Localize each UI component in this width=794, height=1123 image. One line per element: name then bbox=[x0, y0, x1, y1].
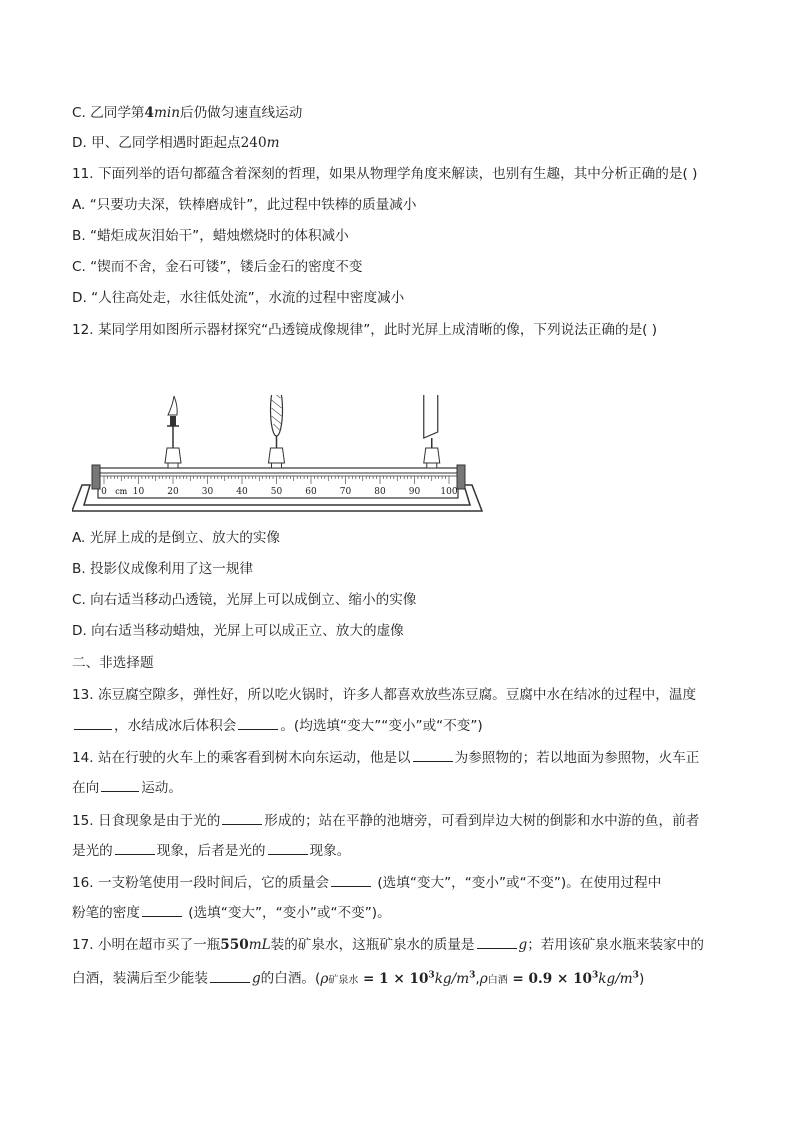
q12-stem: 12. 某同学用如图所示器材探究“凸透镜成像规律”，此时光屏上成清晰的像，下列说法正确的是( ) bbox=[72, 322, 658, 338]
close-paren: ) bbox=[638, 970, 645, 987]
tick-label: 30 bbox=[201, 487, 214, 497]
screen-slider bbox=[427, 463, 437, 468]
lens-holder bbox=[269, 448, 285, 463]
exponent-2: 3 bbox=[591, 970, 599, 980]
density-unit: kg/m bbox=[434, 970, 470, 987]
q13-line-1: 13. 冻豆腐空隙多，弹性好，所以吃火锅时，许多人都喜欢放些冻豆腐。豆腐中水在结冰的过程中，温度 bbox=[72, 687, 697, 703]
q12-option-c[interactable]: C. 向右适当移动凸透镜，光屏上可以成倒立、缩小的实像 bbox=[72, 592, 417, 608]
q17-text-3: ；若用该矿泉水瓶来装家中的 bbox=[527, 937, 704, 953]
q14-text-2: 为参照物的；若以地面为参照物，火车正 bbox=[454, 750, 700, 766]
q12-option-d[interactable]: D. 向右适当移动蜡烛，光屏上可以成正立、放大的虚像 bbox=[72, 623, 404, 639]
flame-icon bbox=[168, 396, 177, 415]
convex-lens[interactable] bbox=[269, 395, 285, 468]
q10-option-c-text: C. 乙同学第 bbox=[72, 105, 145, 121]
q15-text-3: 是光的 bbox=[72, 843, 113, 859]
q10-option-d-value: 240 bbox=[240, 135, 267, 151]
end-stop-right bbox=[457, 465, 465, 489]
q15-text-2: 形成的；站在平静的池塘旁，可看到岸边大树的倒影和水中游的鱼，前者 bbox=[264, 813, 700, 829]
end-stop-left bbox=[92, 465, 100, 489]
tick-label: 80 bbox=[374, 487, 386, 497]
tick-label: 0 bbox=[101, 487, 107, 497]
q11-option-d[interactable]: D. “人往高处走，水往低处流”，水流的过程中密度减小 bbox=[72, 290, 405, 306]
q10-option-c-value: 4 bbox=[144, 105, 154, 121]
rho-symbol: ρ bbox=[320, 970, 329, 987]
q11-stem: 11. 下面列举的语句都蕴含着深刻的哲理，如果从物理学角度来解读，也别有生趣，其中分析正确的是( ) bbox=[72, 166, 698, 182]
q17-unit-g: g bbox=[518, 937, 528, 953]
q13-text-2: 。(均选填“变大”“变小”或“不变”) bbox=[280, 718, 483, 734]
q15-text: 15. 日食现象是由于光的 bbox=[72, 813, 221, 829]
rho-subscript-2: 白酒 bbox=[487, 974, 508, 986]
screen-holder bbox=[424, 448, 440, 463]
lens-slider bbox=[272, 463, 282, 468]
candle-slider bbox=[168, 463, 178, 468]
q10-option-d-text: D. 甲、乙同学相遇时距起点 bbox=[72, 135, 241, 151]
answer-blank[interactable] bbox=[331, 872, 371, 887]
q12-option-b[interactable]: B. 投影仪成像利用了这一规律 bbox=[72, 561, 254, 577]
tick-label: 20 bbox=[167, 487, 179, 497]
q15-text-4: 现象，后者是光的 bbox=[156, 843, 266, 859]
q17-unit-g-2: g bbox=[251, 970, 261, 987]
tick-label: 90 bbox=[408, 487, 421, 497]
answer-blank[interactable] bbox=[222, 810, 262, 825]
answer-blank[interactable] bbox=[115, 840, 155, 855]
q10-option-c-text-2: 后仍做匀速直线运动 bbox=[179, 105, 303, 121]
q16-line-2 bbox=[72, 902, 391, 923]
q10-option-c[interactable] bbox=[72, 103, 302, 123]
tick-label: 10 bbox=[132, 487, 145, 497]
density-value: = 1 × 10 bbox=[358, 970, 429, 987]
q17-formula bbox=[320, 971, 644, 987]
tick-label: 70 bbox=[339, 487, 352, 497]
q17-text-4: 白酒，装满后至少能装 bbox=[72, 970, 208, 987]
light-screen[interactable] bbox=[424, 395, 440, 468]
q15-text-5: 现象。 bbox=[309, 843, 351, 859]
q10-option-d[interactable] bbox=[72, 133, 279, 153]
candle-body bbox=[170, 416, 176, 426]
density-unit-2: kg/m bbox=[598, 970, 633, 987]
q13-text: ，水结成冰后体积会 bbox=[114, 718, 237, 734]
candle-holder bbox=[165, 448, 181, 463]
q16-line-1 bbox=[72, 872, 661, 893]
q10-option-c-unit: min bbox=[153, 105, 180, 121]
answer-blank[interactable] bbox=[74, 715, 112, 730]
tick-label: 40 bbox=[236, 487, 248, 497]
q17-text-5: 的白酒。( bbox=[260, 970, 321, 987]
screen-icon bbox=[424, 395, 438, 438]
q11-option-c[interactable]: C. “锲而不舍，金石可镂”，镂后金石的密度不变 bbox=[72, 259, 363, 275]
q14-line-1 bbox=[72, 747, 699, 768]
rho-symbol-2: ρ bbox=[479, 970, 488, 987]
answer-blank[interactable] bbox=[268, 840, 308, 855]
q17-volume-unit: mL bbox=[248, 937, 271, 953]
q11-option-a[interactable]: A. “只要功夫深，铁棒磨成针”，此过程中铁棒的质量减小 bbox=[72, 197, 417, 213]
q15-line-1 bbox=[72, 810, 699, 831]
q13-line-2 bbox=[72, 715, 483, 736]
section-heading: 二、非选择题 bbox=[72, 655, 154, 671]
q14-text-4: 运动。 bbox=[141, 780, 182, 796]
candle[interactable] bbox=[165, 396, 181, 468]
unit-label: cm bbox=[115, 487, 128, 496]
answer-blank[interactable] bbox=[413, 747, 453, 762]
q14-text: 14. 站在行驶的火车上的乘客看到树木向东运动，他是以 bbox=[72, 750, 411, 766]
q17-text: 17. 小明在超市买了一瓶 bbox=[72, 937, 221, 953]
answer-blank[interactable] bbox=[477, 934, 517, 949]
tick-label: 50 bbox=[270, 487, 283, 497]
q16-text: 16. 一支粉笔使用一段时间后，它的质量会 bbox=[72, 875, 330, 891]
exponent-unit-2: 3 bbox=[632, 970, 639, 980]
q17-line-1 bbox=[72, 934, 704, 955]
exponent: 3 bbox=[428, 970, 435, 980]
q16-text-3: 粉笔的密度 bbox=[72, 905, 140, 921]
q16-text-2: (选填“变大”，“变小”或“不变”)。在使用过程中 bbox=[373, 875, 662, 891]
tick-label: 100 bbox=[440, 487, 458, 497]
q15-line-2 bbox=[72, 840, 350, 861]
q17-text-2: 装的矿泉水，这瓶矿泉水的质量是 bbox=[270, 937, 475, 953]
exponent-unit: 3 bbox=[469, 970, 476, 980]
answer-blank[interactable] bbox=[101, 777, 139, 792]
tick-label: 60 bbox=[305, 487, 317, 497]
separator: , bbox=[475, 970, 480, 987]
density-value-2: = 0.9 × 10 bbox=[507, 970, 592, 987]
q11-option-b[interactable]: B. “蜡炬成灰泪始干”，蜡烛燃烧时的体积减小 bbox=[72, 228, 349, 244]
answer-blank[interactable] bbox=[142, 902, 182, 917]
q16-text-4: (选填“变大”，“变小”或“不变”)。 bbox=[183, 905, 391, 921]
q10-option-d-unit: m bbox=[266, 135, 280, 151]
optical-bench-figure bbox=[72, 395, 492, 520]
rho-subscript: 矿泉水 bbox=[328, 974, 359, 986]
q12-option-a[interactable]: A. 光屏上成的是倒立、放大的实像 bbox=[72, 530, 281, 546]
q14-text-3: 在向 bbox=[72, 780, 100, 796]
answer-blank[interactable] bbox=[210, 968, 250, 983]
answer-blank[interactable] bbox=[238, 715, 278, 730]
q17-line-2 bbox=[72, 965, 644, 991]
q14-line-2 bbox=[72, 777, 182, 798]
q17-volume-value: 550 bbox=[220, 937, 249, 953]
